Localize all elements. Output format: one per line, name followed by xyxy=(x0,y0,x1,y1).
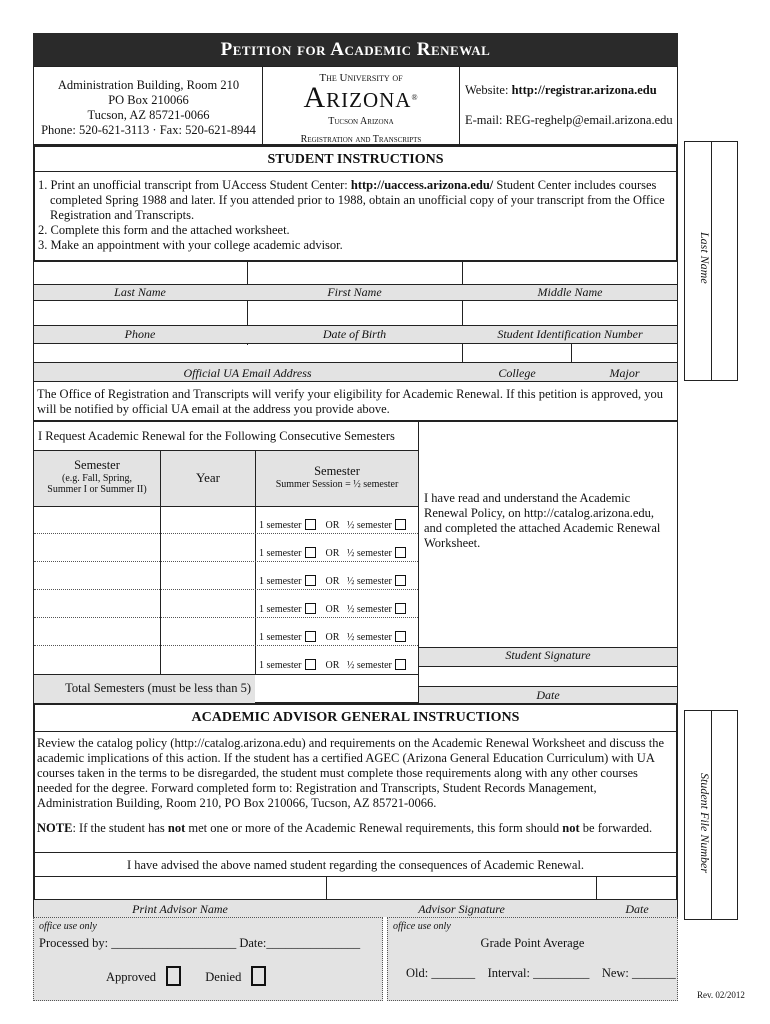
col-year-label: Year xyxy=(196,470,220,485)
advisor-heading: ACADEMIC ADVISOR GENERAL INSTRUCTIONS xyxy=(191,710,520,725)
verify-text: The Office of Registration and Transcripts will verify your eligibility for Academic Renewal. If this petition is approved, you will be notified by official UA email at the address you provide above. xyxy=(37,387,664,416)
middle-name-input[interactable] xyxy=(463,262,677,284)
advisor-date-input[interactable] xyxy=(597,877,677,899)
approved-checkbox[interactable] xyxy=(166,966,181,986)
college-input[interactable] xyxy=(463,344,570,362)
advisor-signature-label: Advisor Signature xyxy=(418,902,505,916)
total-semesters-input[interactable] xyxy=(256,675,418,702)
col-semester-count-label: Semester xyxy=(314,464,360,478)
one-semester-checkbox[interactable] xyxy=(305,659,316,670)
gpa-fields: Old: _______ Interval: _________ New: _______ xyxy=(406,966,676,980)
phone-label: Phone xyxy=(124,327,156,341)
dob-label: Date of Birth xyxy=(322,327,387,341)
sid-input[interactable] xyxy=(463,301,677,325)
col-semester-label: Semester xyxy=(74,458,120,472)
one-semester-checkbox[interactable] xyxy=(305,575,316,586)
advisor-name-label: Print Advisor Name xyxy=(132,902,228,916)
last-name-input[interactable] xyxy=(34,262,246,284)
major-label: Major xyxy=(609,366,640,380)
student-signature-input[interactable] xyxy=(420,610,677,647)
one-semester-checkbox[interactable] xyxy=(305,519,316,530)
advisor-name-input[interactable] xyxy=(34,877,325,899)
dob-input[interactable] xyxy=(248,301,461,325)
major-input[interactable] xyxy=(572,344,677,362)
instructions-heading: STUDENT INSTRUCTIONS xyxy=(267,152,444,167)
half-semester-checkbox[interactable] xyxy=(395,659,406,670)
revision-label: Rev. 02/2012 xyxy=(697,990,745,1000)
college-label: College xyxy=(498,366,536,380)
advisor-instructions: Review the catalog policy (http://catalog.arizona.edu) and requirements on the Academic Renewal Worksheet and discuss the academic implications of this action. If the student has a certified AGEC (Arizona General Education Curriculum) with UA courses taken in the terms to be disregarded, the student must complete those requirements along with any other courses needed for the degree. Forward completed form to: Registration and Transcripts, Student Records Management, Administration Building, Room 210, PO Box 210066, Tucson, AZ 85721-0066. xyxy=(37,736,665,810)
email-input[interactable] xyxy=(34,344,461,362)
instructions-list: 1. Print an unofficial transcript from UAccess Student Center: http://uaccess.arizona.edu/ Student Center includes courses completed Spring 1988 and later. If you attended prior to 1988, obtain an unofficial copy of your transcript from the Office Registration and Transcripts. 2. Complete this form and the attached worksheet. 3. Make an appointment with your college academic advisor. xyxy=(38,178,665,252)
website-link[interactable]: http://registrar.arizona.edu xyxy=(511,83,657,97)
half-semester-checkbox[interactable] xyxy=(395,603,406,614)
total-semesters-label: Total Semesters (must be less than 5) xyxy=(65,681,251,695)
university-logo: The University of Arizona® Tucson Arizona Registration and Transcripts xyxy=(300,72,422,145)
website-line: Website: http://registrar.arizona.edu xyxy=(465,83,657,97)
processed-by-line: Processed by: ____________________ Date:_______________ xyxy=(39,936,361,950)
middle-name-label: Middle Name xyxy=(537,285,603,299)
approval-row: Approved Denied xyxy=(106,966,266,986)
uaccess-link[interactable]: http://uaccess.arizona.edu/ xyxy=(350,178,494,192)
one-semester-checkbox[interactable] xyxy=(305,631,316,642)
office-use-label-left: office use only xyxy=(39,921,97,932)
email-link[interactable]: REG-reghelp@email.arizona.edu xyxy=(505,113,673,127)
denied-checkbox[interactable] xyxy=(251,966,266,986)
request-heading: I Request Academic Renewal for the Following Consecutive Semesters xyxy=(38,429,395,443)
advised-statement: I have advised the above named student regarding the consequences of Academic Renewal. xyxy=(126,858,585,872)
first-name-label: First Name xyxy=(327,285,382,299)
advisor-note: NOTE: If the student has not met one or more of the Academic Renewal requirements, this form should not be forwarded. xyxy=(37,821,653,835)
side-file-number-label: Student File Number xyxy=(698,773,712,873)
address-block: Administration Building, Room 210 PO Box 210066 Tucson, AZ 85721-0066 Phone: 520-621-3113 · Fax: 520-621-8944 xyxy=(41,78,256,137)
acknowledge-text: I have read and understand the Academic Renewal Policy, on http://catalog.arizona.edu, and completed the attached Academic Renewal Worksheet. xyxy=(424,491,661,550)
one-semester-checkbox[interactable] xyxy=(305,547,316,558)
half-semester-checkbox[interactable] xyxy=(395,547,406,558)
student-signature-label: Student Signature xyxy=(505,648,591,662)
form-title: Petition for Academic Renewal xyxy=(33,33,678,66)
advisor-signature-input[interactable] xyxy=(327,877,595,899)
advisor-date-label: Date xyxy=(625,902,649,916)
one-semester-checkbox[interactable] xyxy=(305,603,316,614)
student-date-label: Date xyxy=(536,688,560,702)
sid-label: Student Identification Number xyxy=(497,327,643,341)
last-name-label: Last Name xyxy=(114,285,166,299)
half-semester-checkbox[interactable] xyxy=(395,631,406,642)
student-date-input[interactable] xyxy=(420,666,677,686)
half-semester-checkbox[interactable] xyxy=(395,519,406,530)
email-line: E-mail: REG-reghelp@email.arizona.edu xyxy=(465,113,673,127)
phone-input[interactable] xyxy=(34,301,246,325)
office-use-label-right: office use only xyxy=(393,921,451,932)
first-name-input[interactable] xyxy=(248,262,461,284)
half-semester-checkbox[interactable] xyxy=(395,575,406,586)
gpa-heading: Grade Point Average xyxy=(480,936,585,950)
side-last-name-label: Last Name xyxy=(698,232,712,284)
email-label: Official UA Email Address xyxy=(183,366,312,380)
